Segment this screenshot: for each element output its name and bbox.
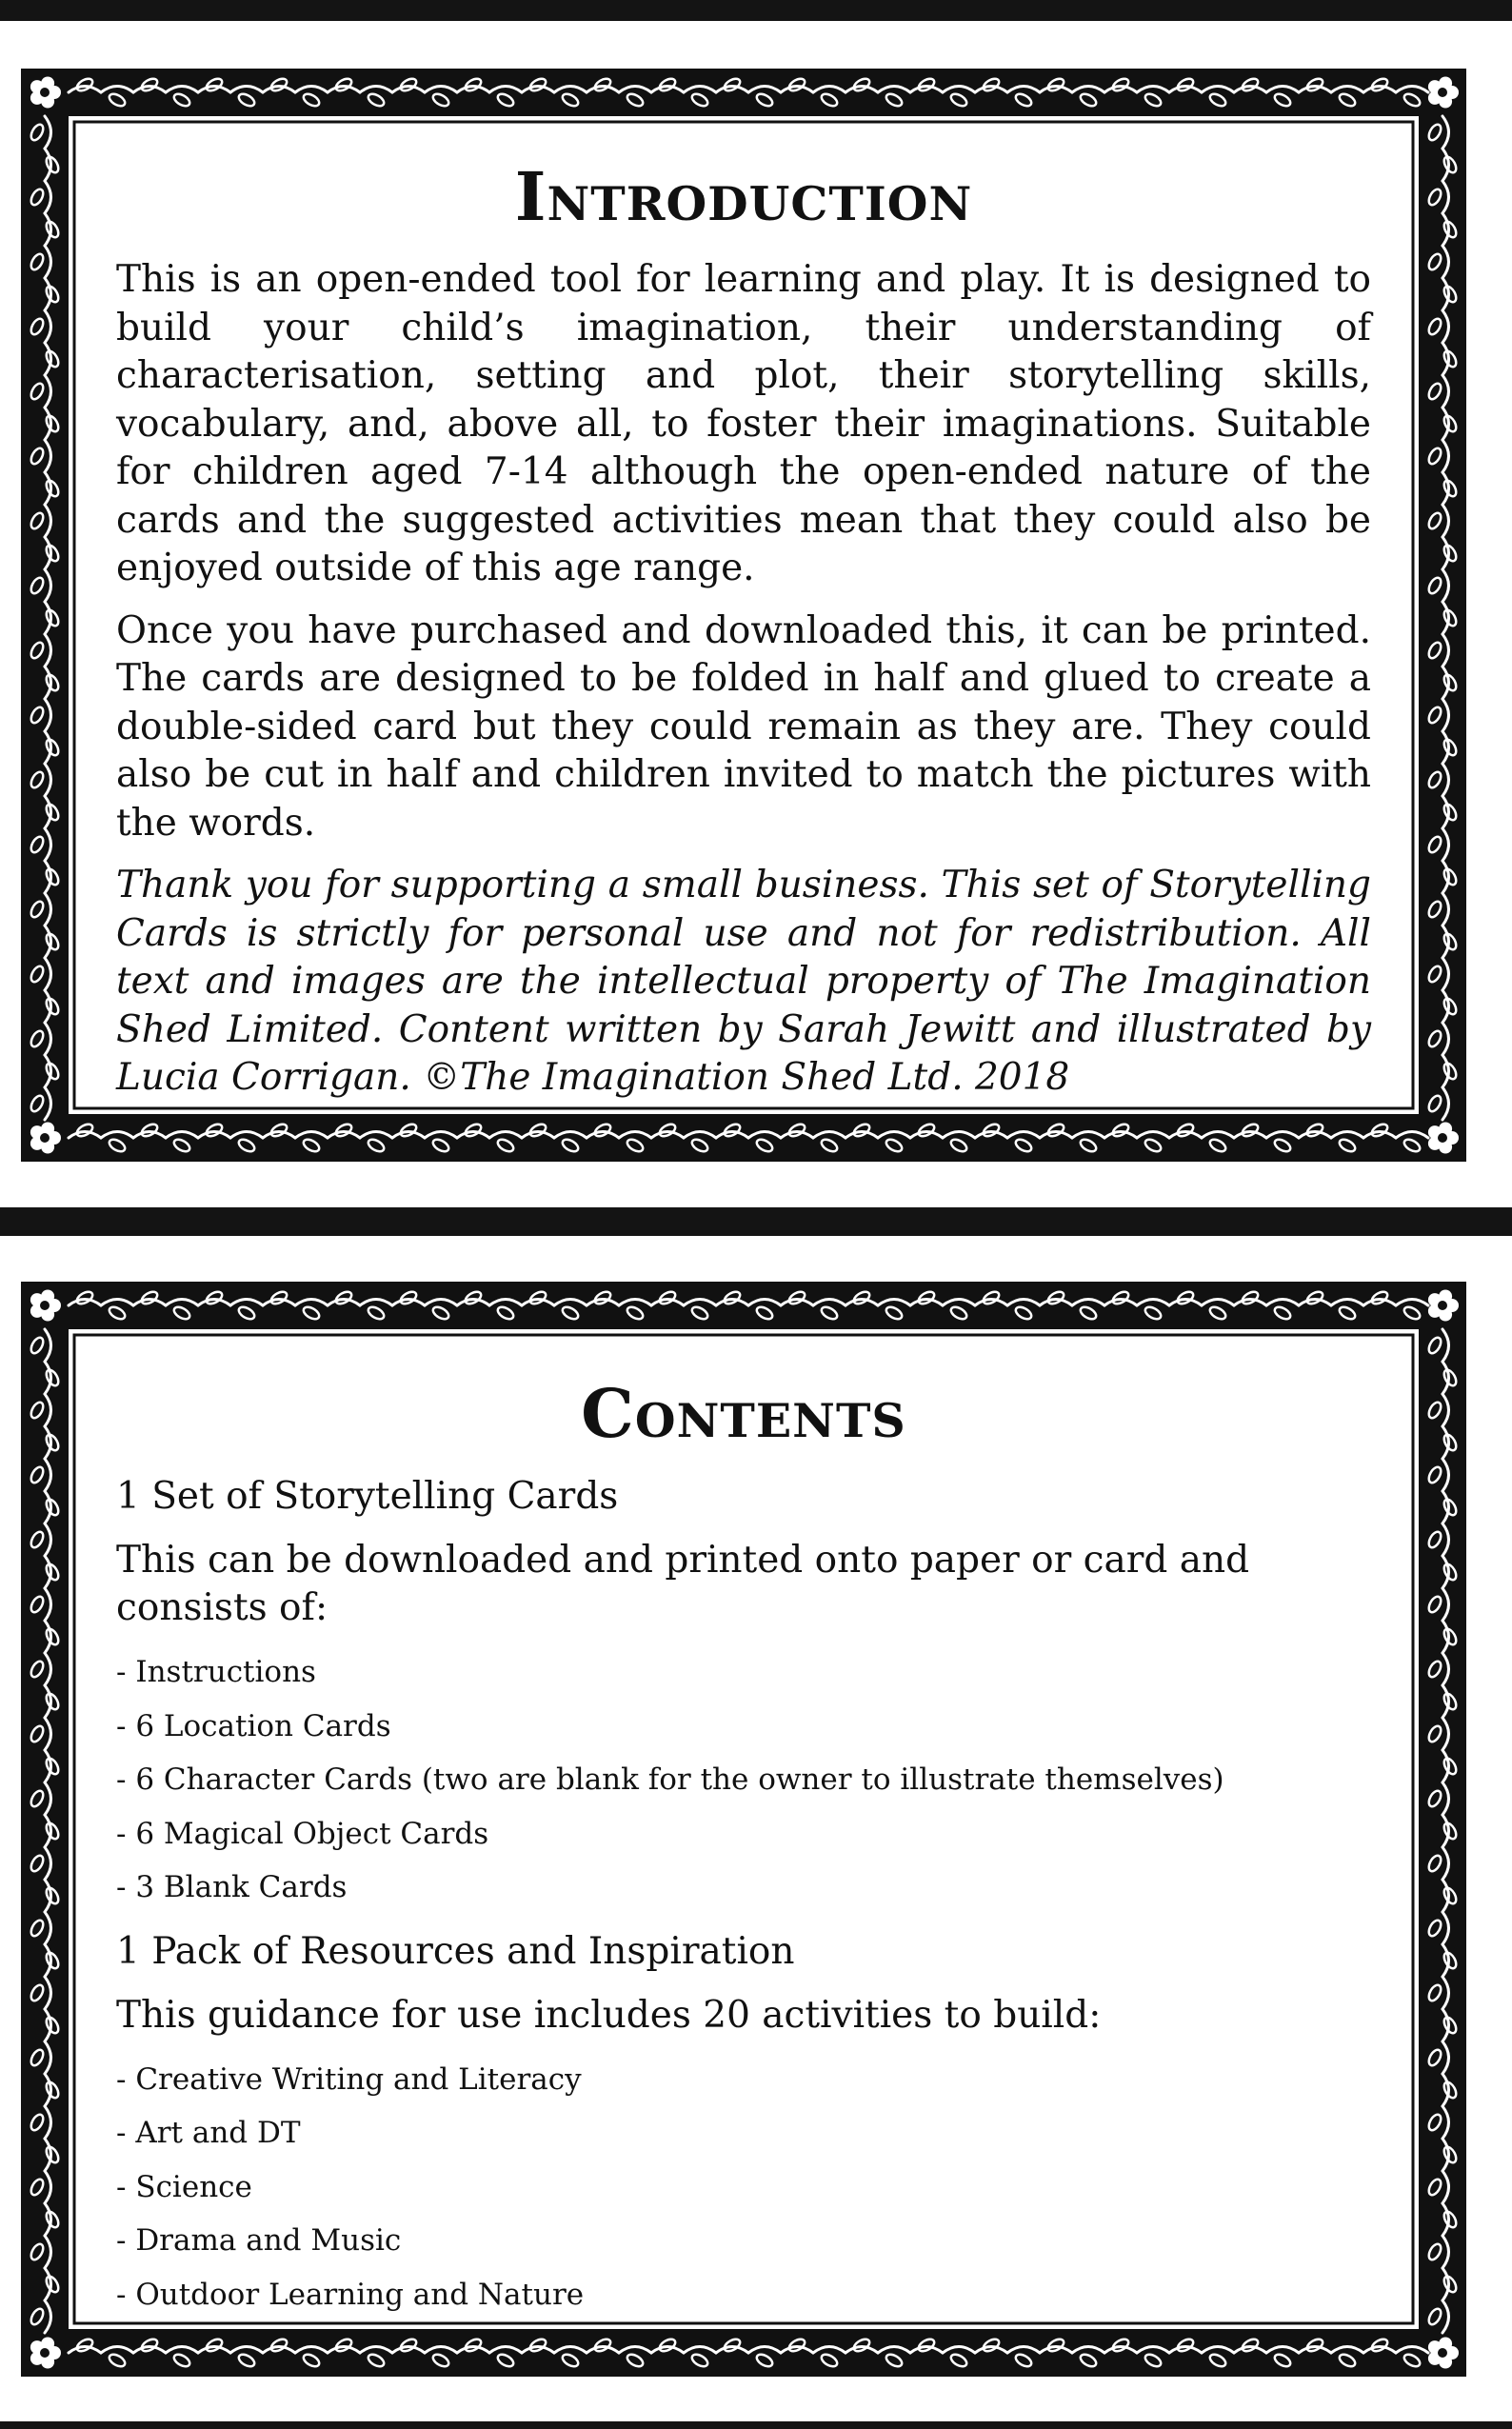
list-item: - Drama and Music bbox=[116, 2223, 402, 2258]
list-item: - Outdoor Learning and Nature bbox=[116, 2277, 585, 2312]
top-separator-bar bbox=[0, 0, 1512, 21]
list-item: - 6 Character Cards (two are blank for the owner to illustrate themselves) bbox=[116, 1762, 1224, 1797]
contents-section1-list bbox=[116, 1645, 1371, 1915]
list-item: - Creative Writing and Literacy bbox=[116, 2061, 582, 2097]
contents-title: Contents bbox=[581, 1374, 906, 1453]
list-item: - 6 Location Cards bbox=[116, 1708, 391, 1743]
list-item: - 3 Blank Cards bbox=[116, 1870, 348, 1904]
introduction-paragraph-1: This is an open-ended tool for learning and play. It is designed to build your child’s imagination, their understanding of characterisation, setting and plot, their storytelling skills, vocabulary, and, above all, to foster their imaginations. Suitable for children aged 7-14 although the open-ended nature of the cards and the suggested activities mean that they could also be enjoyed outside of this age range. bbox=[116, 258, 1371, 589]
introduction-title: Introduction bbox=[514, 157, 973, 236]
contents-section1-heading: 1 Set of Storytelling Cards bbox=[116, 1475, 619, 1518]
middle-separator-bar bbox=[0, 1207, 1512, 1236]
list-item: - Science bbox=[116, 2169, 252, 2204]
list-item: - Instructions bbox=[116, 1655, 316, 1689]
list-item: - Art and DT bbox=[116, 2116, 301, 2150]
contents-body bbox=[116, 1374, 1371, 2335]
list-item: - 6 Magical Object Cards bbox=[116, 1816, 489, 1851]
contents-section2-description: This guidance for use includes 20 activities to build: bbox=[116, 1993, 1102, 2037]
introduction-paragraph-2: Once you have purchased and downloaded this, it can be printed. The cards are designed to be folded in half and glued to create a double-sided card but they could remain as they are. They could also be cut in half and children invited to match the pictures with the words. bbox=[116, 608, 1371, 845]
bottom-separator-bar bbox=[0, 2421, 1512, 2429]
contents-section1-description: This can be downloaded and printed onto paper or card and consists of: bbox=[116, 1539, 1250, 1629]
introduction-card bbox=[21, 69, 1466, 1162]
contents-card bbox=[21, 1282, 1466, 2377]
contents-section2-heading: 1 Pack of Resources and Inspiration bbox=[116, 1929, 795, 1973]
copyright-notice: Thank you for supporting a small business. This set of Storytelling Cards is strictly for personal use and not for redistribution. All text and images are the intellectual property of The Imagination Shed Limited. Content written by Sarah Jewitt and illustrated by Lucia Corrigan. ©The Imagination Shed Ltd. 2018 bbox=[116, 864, 1371, 1099]
contents-section2-list bbox=[116, 2053, 1371, 2322]
introduction-body bbox=[116, 157, 1371, 1117]
